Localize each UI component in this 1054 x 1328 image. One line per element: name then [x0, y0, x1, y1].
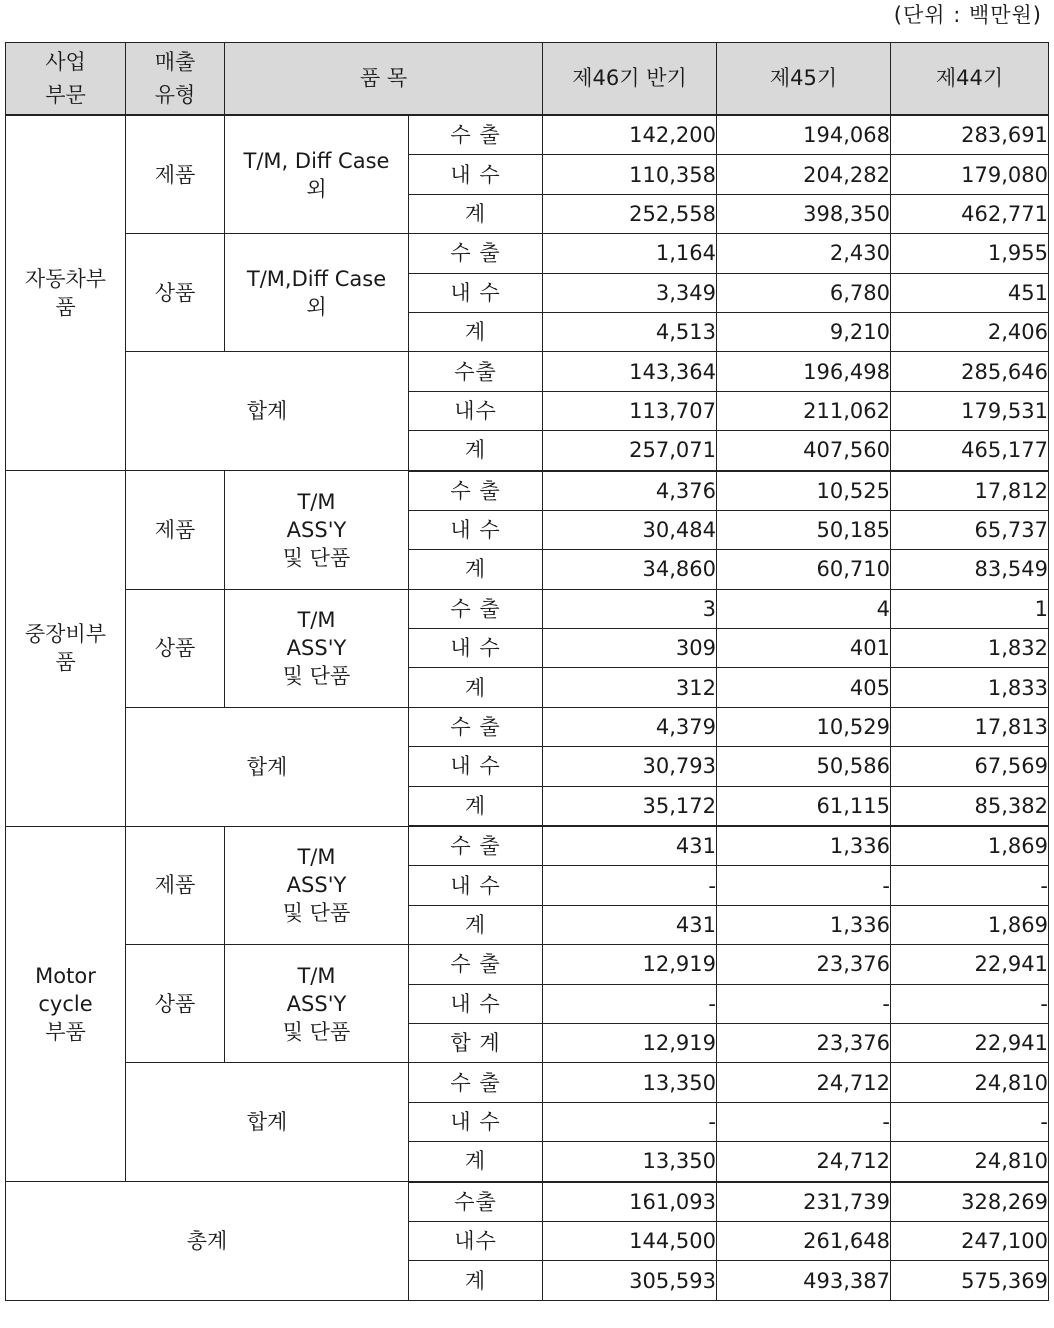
value-cell: 50,586 — [717, 747, 891, 786]
row-type-label: 계 — [409, 1142, 543, 1182]
value-cell: 312 — [543, 668, 717, 707]
sales-type-label: 제품 — [126, 826, 225, 945]
header-segment: 사업 부문 — [6, 43, 126, 116]
item-name: T/M ASS'Y 및 단품 — [225, 471, 409, 590]
value-cell: - — [717, 984, 891, 1023]
value-cell: 60,710 — [717, 550, 891, 589]
value-cell: 3,349 — [543, 273, 717, 312]
value-cell: 196,498 — [717, 352, 891, 391]
value-cell: 2,406 — [891, 312, 1049, 351]
value-cell: 407,560 — [717, 431, 891, 471]
value-cell: 252,558 — [543, 194, 717, 233]
subtotal-label: 합계 — [126, 1063, 409, 1182]
value-cell: 194,068 — [717, 115, 891, 155]
value-cell: 179,080 — [891, 155, 1049, 194]
value-cell: 1,336 — [717, 905, 891, 944]
value-cell: 1,833 — [891, 668, 1049, 707]
value-cell: 4,513 — [543, 312, 717, 351]
value-cell: 1,164 — [543, 234, 717, 273]
value-cell: - — [891, 1102, 1049, 1141]
row-type-label: 계 — [409, 905, 543, 944]
row-type-label: 수 출 — [409, 826, 543, 866]
value-cell: 30,484 — [543, 510, 717, 549]
value-cell: 23,376 — [717, 1023, 891, 1062]
row-type-label: 내 수 — [409, 629, 543, 668]
segment-name: 자동차부 품 — [6, 115, 126, 471]
value-cell: 211,062 — [717, 391, 891, 430]
row-type-label: 내수 — [409, 391, 543, 430]
grand-total-value: 247,100 — [891, 1221, 1049, 1260]
value-cell: 50,185 — [717, 510, 891, 549]
value-cell: 204,282 — [717, 155, 891, 194]
value-cell: 35,172 — [543, 786, 717, 826]
table-row — [6, 1182, 1049, 1222]
unit-label: (단위 : 백만원) — [893, 3, 1042, 27]
grand-total-label: 총계 — [6, 1182, 409, 1301]
row-type-label: 내 수 — [409, 747, 543, 786]
value-cell: 85,382 — [891, 786, 1049, 826]
row-type-label: 내 수 — [409, 510, 543, 549]
value-cell: 257,071 — [543, 431, 717, 471]
value-cell: 4,379 — [543, 707, 717, 746]
value-cell: 110,358 — [543, 155, 717, 194]
value-cell: 1 — [891, 589, 1049, 628]
row-type-label: 계 — [409, 1261, 543, 1300]
value-cell: 24,712 — [717, 1142, 891, 1182]
grand-total-value: 493,387 — [717, 1261, 891, 1300]
row-type-label: 수 출 — [409, 945, 543, 984]
value-cell: 13,350 — [543, 1063, 717, 1102]
row-type-label: 내수 — [409, 1221, 543, 1260]
header-item: 품 목 — [225, 43, 543, 116]
row-type-label: 수출 — [409, 352, 543, 391]
row-type-label: 계 — [409, 194, 543, 233]
grand-total-value: 144,500 — [543, 1221, 717, 1260]
table-body — [6, 115, 1049, 1300]
row-type-label: 계 — [409, 431, 543, 471]
table-row — [6, 471, 1049, 511]
grand-total-value: 328,269 — [891, 1182, 1049, 1222]
row-type-label: 합 계 — [409, 1023, 543, 1062]
value-cell: - — [891, 984, 1049, 1023]
header-row — [6, 43, 1049, 116]
value-cell: 24,810 — [891, 1142, 1049, 1182]
value-cell: - — [891, 866, 1049, 905]
value-cell: 10,529 — [717, 707, 891, 746]
value-cell: 1,955 — [891, 234, 1049, 273]
table-row — [6, 945, 1049, 984]
row-type-label: 내 수 — [409, 866, 543, 905]
row-type-label: 수출 — [409, 1182, 543, 1222]
value-cell: 285,646 — [891, 352, 1049, 391]
row-type-label: 계 — [409, 668, 543, 707]
row-type-label: 수 출 — [409, 115, 543, 155]
value-cell: 6,780 — [717, 273, 891, 312]
segment-name: Motor cycle 부품 — [6, 826, 126, 1182]
value-cell: 401 — [717, 629, 891, 668]
value-cell: 9,210 — [717, 312, 891, 351]
table-row — [6, 234, 1049, 273]
row-type-label: 수 출 — [409, 471, 543, 511]
value-cell: - — [717, 866, 891, 905]
value-cell: - — [543, 866, 717, 905]
value-cell: 283,691 — [891, 115, 1049, 155]
value-cell: 113,707 — [543, 391, 717, 430]
value-cell: 142,200 — [543, 115, 717, 155]
grand-total-value: 305,593 — [543, 1261, 717, 1300]
table-row — [6, 707, 1049, 746]
row-type-label: 계 — [409, 550, 543, 589]
row-type-label: 수 출 — [409, 1063, 543, 1102]
value-cell: 65,737 — [891, 510, 1049, 549]
value-cell: 2,430 — [717, 234, 891, 273]
subtotal-label: 합계 — [126, 707, 409, 826]
value-cell: 12,919 — [543, 1023, 717, 1062]
grand-total-value: 575,369 — [891, 1261, 1049, 1300]
value-cell: 179,531 — [891, 391, 1049, 430]
value-cell: 431 — [543, 826, 717, 866]
value-cell: 23,376 — [717, 945, 891, 984]
value-cell: 451 — [891, 273, 1049, 312]
value-cell: 309 — [543, 629, 717, 668]
value-cell: 24,810 — [891, 1063, 1049, 1102]
table-row — [6, 352, 1049, 391]
row-type-label: 수 출 — [409, 234, 543, 273]
value-cell: 12,919 — [543, 945, 717, 984]
row-type-label: 수 출 — [409, 707, 543, 746]
table-row — [6, 115, 1049, 155]
value-cell: 4,376 — [543, 471, 717, 511]
value-cell: 22,941 — [891, 1023, 1049, 1062]
value-cell: 24,712 — [717, 1063, 891, 1102]
row-type-label: 내 수 — [409, 155, 543, 194]
row-type-label: 계 — [409, 312, 543, 351]
table-row — [6, 826, 1049, 866]
sales-type-label: 상품 — [126, 945, 225, 1063]
value-cell: 398,350 — [717, 194, 891, 233]
header-period-46: 제46기 반기 — [543, 43, 717, 116]
row-type-label: 내 수 — [409, 273, 543, 312]
sales-table — [5, 42, 1049, 1301]
sales-type-label: 제품 — [126, 471, 225, 590]
value-cell: 34,860 — [543, 550, 717, 589]
value-cell: 13,350 — [543, 1142, 717, 1182]
sales-type-label: 상품 — [126, 234, 225, 352]
sales-type-label: 상품 — [126, 589, 225, 707]
value-cell: 22,941 — [891, 945, 1049, 984]
value-cell: 17,812 — [891, 471, 1049, 511]
sales-type-label: 제품 — [126, 115, 225, 234]
value-cell: 465,177 — [891, 431, 1049, 471]
row-type-label: 내 수 — [409, 1102, 543, 1141]
value-cell: - — [543, 1102, 717, 1141]
value-cell: 61,115 — [717, 786, 891, 826]
value-cell: 10,525 — [717, 471, 891, 511]
value-cell: 462,771 — [891, 194, 1049, 233]
value-cell: 1,832 — [891, 629, 1049, 668]
header-sales-type: 매출 유형 — [126, 43, 225, 116]
grand-total-value: 161,093 — [543, 1182, 717, 1222]
row-type-label: 수 출 — [409, 589, 543, 628]
table-row — [6, 1063, 1049, 1102]
value-cell: 1,869 — [891, 826, 1049, 866]
value-cell: 83,549 — [891, 550, 1049, 589]
segment-name: 중장비부 품 — [6, 471, 126, 827]
value-cell: 17,813 — [891, 707, 1049, 746]
item-name: T/M,Diff Case 외 — [225, 234, 409, 352]
value-cell: 405 — [717, 668, 891, 707]
row-type-label: 계 — [409, 786, 543, 826]
item-name: T/M, Diff Case 외 — [225, 115, 409, 234]
grand-total-value: 261,648 — [717, 1221, 891, 1260]
table-row — [6, 589, 1049, 628]
header-period-45: 제45기 — [717, 43, 891, 116]
value-cell: 1,869 — [891, 905, 1049, 944]
value-cell: 143,364 — [543, 352, 717, 391]
row-type-label: 내 수 — [409, 984, 543, 1023]
value-cell: 1,336 — [717, 826, 891, 866]
value-cell: 3 — [543, 589, 717, 628]
value-cell: 67,569 — [891, 747, 1049, 786]
value-cell: 431 — [543, 905, 717, 944]
grand-total-value: 231,739 — [717, 1182, 891, 1222]
value-cell: 4 — [717, 589, 891, 628]
value-cell: - — [543, 984, 717, 1023]
header-period-44: 제44기 — [891, 43, 1049, 116]
value-cell: - — [717, 1102, 891, 1141]
item-name: T/M ASS'Y 및 단품 — [225, 589, 409, 707]
item-name: T/M ASS'Y 및 단품 — [225, 826, 409, 945]
subtotal-label: 합계 — [126, 352, 409, 471]
item-name: T/M ASS'Y 및 단품 — [225, 945, 409, 1063]
value-cell: 30,793 — [543, 747, 717, 786]
